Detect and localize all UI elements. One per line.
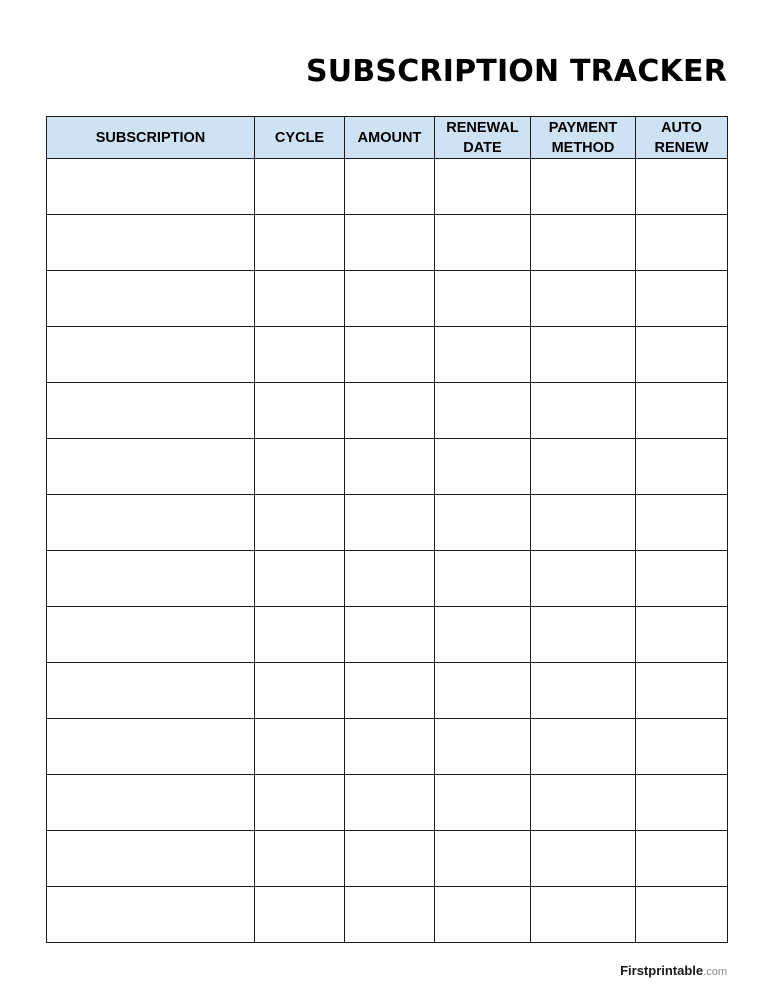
cell-renewal-date[interactable] <box>435 159 531 215</box>
cell-subscription[interactable] <box>47 215 255 271</box>
cell-auto-renew[interactable] <box>636 495 728 551</box>
column-header-line: AUTO <box>661 119 702 136</box>
cell-subscription[interactable] <box>47 271 255 327</box>
table-row <box>47 439 728 495</box>
cell-subscription[interactable] <box>47 439 255 495</box>
cell-payment-method[interactable] <box>531 271 636 327</box>
column-header-line: METHOD <box>551 139 615 156</box>
column-header-amount <box>345 117 435 159</box>
cell-renewal-date[interactable] <box>435 607 531 663</box>
cell-auto-renew[interactable] <box>636 831 728 887</box>
cell-amount[interactable] <box>345 327 435 383</box>
table-row <box>47 215 728 271</box>
cell-auto-renew[interactable] <box>636 159 728 215</box>
cell-cycle[interactable] <box>255 719 345 775</box>
cell-auto-renew[interactable] <box>636 383 728 439</box>
column-header-line: CYCLE <box>274 129 325 146</box>
cell-cycle[interactable] <box>255 775 345 831</box>
cell-auto-renew[interactable] <box>636 775 728 831</box>
cell-cycle[interactable] <box>255 887 345 943</box>
cell-renewal-date[interactable] <box>435 775 531 831</box>
cell-cycle[interactable] <box>255 495 345 551</box>
cell-amount[interactable] <box>345 495 435 551</box>
cell-subscription[interactable] <box>47 551 255 607</box>
cell-payment-method[interactable] <box>531 775 636 831</box>
cell-subscription[interactable] <box>47 383 255 439</box>
cell-payment-method[interactable] <box>531 327 636 383</box>
page-title: SUBSCRIPTION TRACKER <box>305 54 727 89</box>
cell-cycle[interactable] <box>255 383 345 439</box>
cell-amount[interactable] <box>345 159 435 215</box>
table-row <box>47 719 728 775</box>
cell-subscription[interactable] <box>47 775 255 831</box>
cell-cycle[interactable] <box>255 663 345 719</box>
cell-auto-renew[interactable] <box>636 215 728 271</box>
cell-payment-method[interactable] <box>531 607 636 663</box>
column-header-subscription <box>47 117 255 159</box>
table-row <box>47 159 728 215</box>
cell-renewal-date[interactable] <box>435 271 531 327</box>
cell-amount[interactable] <box>345 775 435 831</box>
footer-brand <box>620 963 727 980</box>
cell-cycle[interactable] <box>255 159 345 215</box>
cell-amount[interactable] <box>345 271 435 327</box>
cell-amount[interactable] <box>345 607 435 663</box>
column-header-line: PAYMENT <box>548 119 618 136</box>
cell-renewal-date[interactable] <box>435 439 531 495</box>
brand-tld: .com <box>703 966 727 978</box>
column-header-cycle <box>255 117 345 159</box>
cell-payment-method[interactable] <box>531 495 636 551</box>
cell-payment-method[interactable] <box>531 215 636 271</box>
cell-subscription[interactable] <box>47 663 255 719</box>
cell-subscription[interactable] <box>47 887 255 943</box>
cell-renewal-date[interactable] <box>435 663 531 719</box>
table-row <box>47 495 728 551</box>
table-body <box>47 159 728 943</box>
cell-auto-renew[interactable] <box>636 271 728 327</box>
column-header-line: SUBSCRIPTION <box>95 129 206 146</box>
cell-subscription[interactable] <box>47 495 255 551</box>
cell-payment-method[interactable] <box>531 439 636 495</box>
cell-auto-renew[interactable] <box>636 887 728 943</box>
cell-amount[interactable] <box>345 887 435 943</box>
cell-amount[interactable] <box>345 551 435 607</box>
cell-payment-method[interactable] <box>531 831 636 887</box>
cell-renewal-date[interactable] <box>435 215 531 271</box>
cell-auto-renew[interactable] <box>636 663 728 719</box>
cell-renewal-date[interactable] <box>435 551 531 607</box>
cell-subscription[interactable] <box>47 607 255 663</box>
table-row <box>47 887 728 943</box>
brand-name: Firstprintable <box>620 963 704 978</box>
table-row <box>47 607 728 663</box>
column-header-renewal-date <box>435 117 531 159</box>
table-row <box>47 383 728 439</box>
table-row <box>47 775 728 831</box>
cell-cycle[interactable] <box>255 551 345 607</box>
cell-subscription[interactable] <box>47 831 255 887</box>
cell-subscription[interactable] <box>47 719 255 775</box>
cell-cycle[interactable] <box>255 215 345 271</box>
cell-renewal-date[interactable] <box>435 495 531 551</box>
cell-renewal-date[interactable] <box>435 327 531 383</box>
cell-payment-method[interactable] <box>531 887 636 943</box>
table-row <box>47 271 728 327</box>
column-header-line: AMOUNT <box>357 129 422 146</box>
cell-auto-renew[interactable] <box>636 719 728 775</box>
table-row <box>47 831 728 887</box>
cell-amount[interactable] <box>345 719 435 775</box>
table-header-row <box>47 117 728 159</box>
cell-subscription[interactable] <box>47 327 255 383</box>
cell-renewal-date[interactable] <box>435 719 531 775</box>
cell-renewal-date[interactable] <box>435 383 531 439</box>
cell-renewal-date[interactable] <box>435 831 531 887</box>
column-header-payment-method <box>531 117 636 159</box>
cell-renewal-date[interactable] <box>435 887 531 943</box>
cell-payment-method[interactable] <box>531 159 636 215</box>
cell-payment-method[interactable] <box>531 383 636 439</box>
cell-amount[interactable] <box>345 439 435 495</box>
column-header-line: RENEW <box>654 139 709 156</box>
cell-auto-renew[interactable] <box>636 607 728 663</box>
cell-amount[interactable] <box>345 215 435 271</box>
cell-auto-renew[interactable] <box>636 439 728 495</box>
column-header-auto-renew <box>636 117 728 159</box>
cell-cycle[interactable] <box>255 439 345 495</box>
cell-payment-method[interactable] <box>531 551 636 607</box>
cell-payment-method[interactable] <box>531 719 636 775</box>
cell-cycle[interactable] <box>255 271 345 327</box>
cell-cycle[interactable] <box>255 831 345 887</box>
table-row <box>47 327 728 383</box>
cell-cycle[interactable] <box>255 327 345 383</box>
cell-payment-method[interactable] <box>531 663 636 719</box>
cell-amount[interactable] <box>345 831 435 887</box>
table-row <box>47 551 728 607</box>
subscription-table <box>46 116 728 943</box>
column-header-line: DATE <box>463 139 502 156</box>
cell-amount[interactable] <box>345 383 435 439</box>
cell-subscription[interactable] <box>47 159 255 215</box>
cell-cycle[interactable] <box>255 607 345 663</box>
cell-auto-renew[interactable] <box>636 327 728 383</box>
column-header-line: RENEWAL <box>446 119 519 136</box>
cell-amount[interactable] <box>345 663 435 719</box>
cell-auto-renew[interactable] <box>636 551 728 607</box>
table-row <box>47 663 728 719</box>
